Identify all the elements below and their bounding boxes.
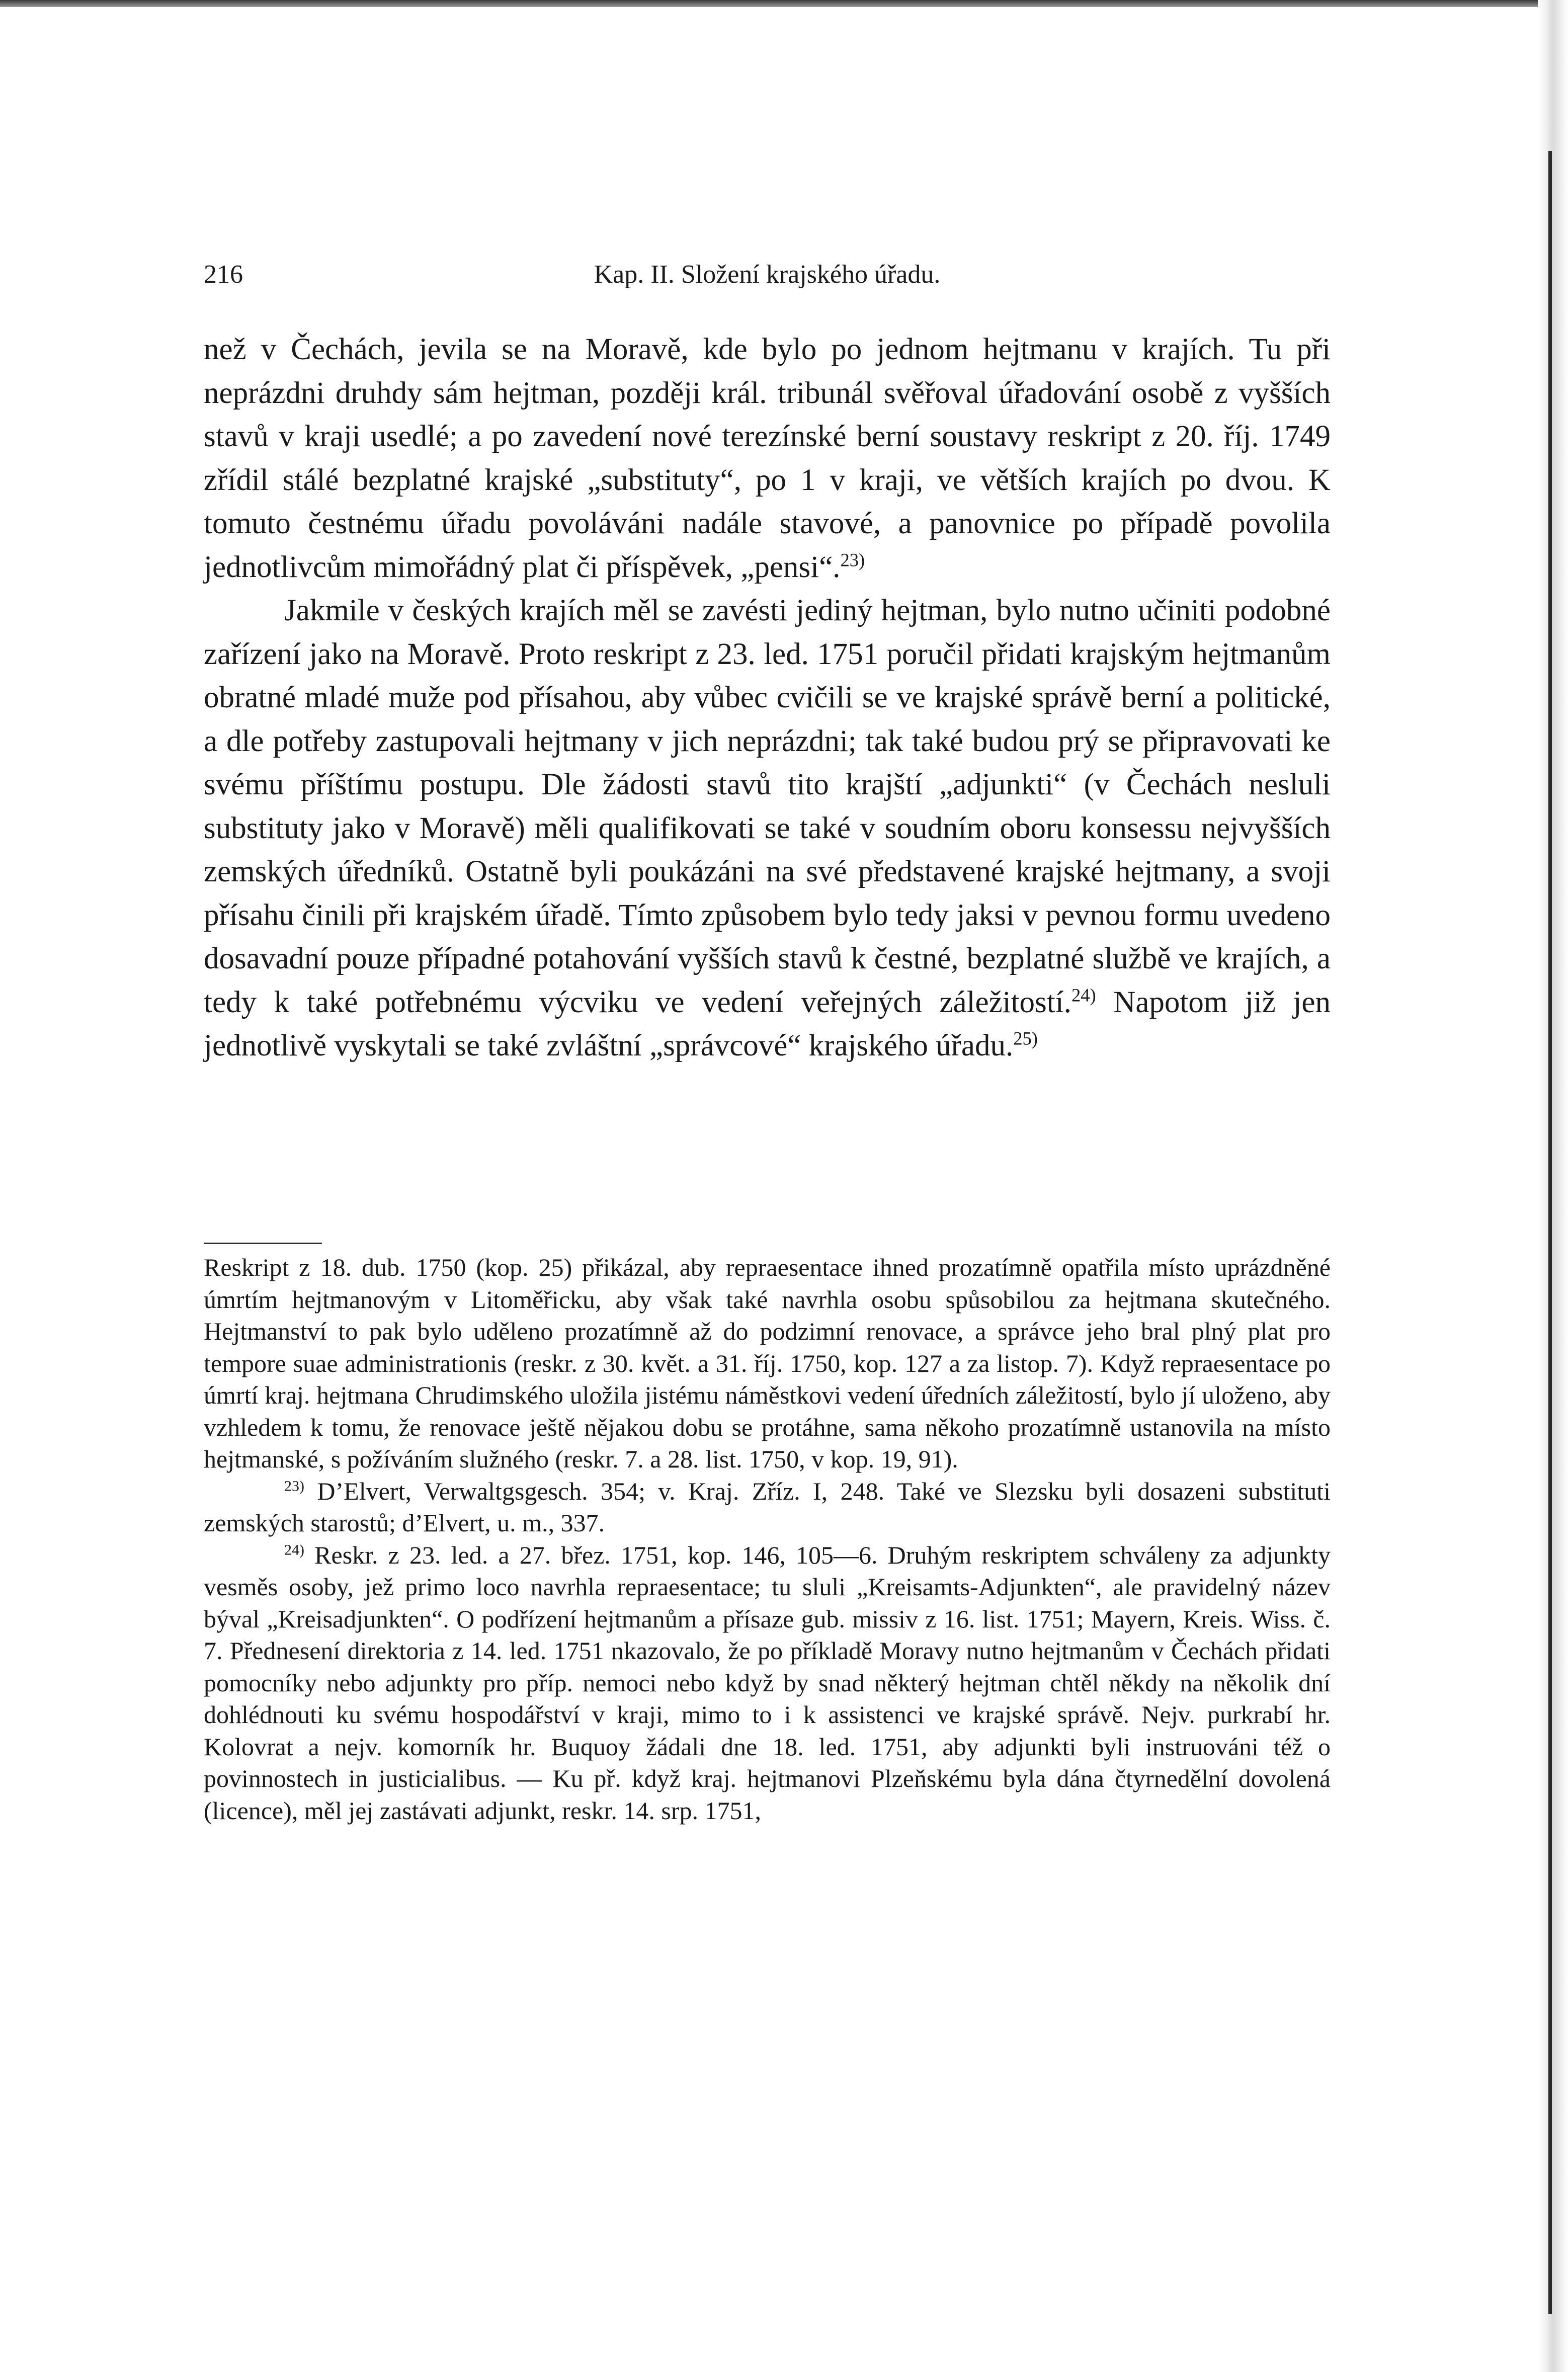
footnote-marker: 24) xyxy=(284,1541,304,1558)
paragraph-text: Jakmile v českých krajích měl se zavésti jediný hejtman, bylo nutno učiniti podobné zařízení jako na Moravě. Proto reskript z 23. led. 1751 poručil přidati krajským hejtmanům obratné mladé muže pod přísahou, aby vůbec cvičili se ve krajské správě berní a politické, a dle potřeby zastupovali hejtmany v jich neprázdni; tak také budou prý se připravovati ke svému příštímu postupu. Dle žádosti stavů tito krajští „adjunkti“ (v Čechách nesluli substituty jako v Moravě) měli qualifikovati se také v soudním oboru konsessu nejvyšších zemských úředníků. Ostatně byli poukázáni na své představené krajské hejtmany, a svoji přísahu činili při krajském úřadě. Tímto způsobem bylo tedy jaksi v pevnou formu uvedeno dosavadní pouze případné potahování vyšších stavů k čestné, bezplatné službě ve krajích, a tedy k také potřebnému výcviku ve vedení veřejných záležitostí. xyxy=(204,594,1331,1019)
body-text xyxy=(204,328,1331,1068)
page-number: 216 xyxy=(204,260,243,289)
footnote-divider xyxy=(204,1243,322,1244)
footnote-marker: 23) xyxy=(284,1477,304,1494)
scan-border-right xyxy=(1538,0,1568,2372)
footnote-ref: 23) xyxy=(840,549,865,570)
paragraph xyxy=(204,589,1331,1068)
footnote-ref: 25) xyxy=(1013,1028,1038,1049)
footnote-text: D’Elvert, Verwaltgsgesch. 354; v. Kraj. Zříz. I, 248. Také ve Slezsku byli dosazeni substituti zemských starostů; d’Elvert, u. m., 337. xyxy=(204,1477,1331,1537)
scan-edge-line xyxy=(1548,151,1552,2314)
chapter-title: Kap. II. Složení krajského úřadu. xyxy=(594,260,941,289)
paragraph-text: Napotom již jen jednotlivě vyskytali se také zvláštní „správcové“ krajského úřadu. xyxy=(204,985,1331,1062)
footnote-ref: 24) xyxy=(1071,985,1096,1006)
running-head xyxy=(204,260,1331,300)
paragraph-text: než v Čechách, jevila se na Moravě, kde bylo po jednom hejtmanu v krajích. Tu při neprázdni druhdy sám hejtman, později král. tribunál svěřoval úřadování osobě z vyšších stavů v kraji usedlé; a po zavedení nové terezínské berní soustavy reskript z 20. říj. 1749 zřídil stálé bezplatné krajské „substituty“, po 1 v kraji, ve větších krajích po dvou. K tomuto čestnému úřadu povoláváni nadále stavové, a panovnice po případě povolila jednotlivcům mimořádný plat či příspěvek, „pensi“. xyxy=(204,333,1331,584)
paragraph xyxy=(204,328,1331,589)
footnote-continued: Reskript z 18. dub. 1750 (kop. 25) přikázal, aby repraesentace ihned prozatímně opatřila místo uprázdněné úmrtím hejtmanovým v Litoměřicku, aby však také navrhla osobu spůsobilou za hejtmana skutečného. Hejtmanství to pak bylo uděleno prozatímně až do podzimní renovace, a správce jeho bral plný plat pro tempore suae administrationis (reskr. z 30. květ. a 31. říj. 1750, kop. 127 a za listop. 7). Když repraesentace po úmrtí kraj. hejtmana Chrudimského uložila jistému náměstkovi vedení úředních záležitostí, bylo jí uloženo, aby vzhledem k tomu, že renovace ještě nějakou dobu se protáhne, sama někoho prozatímně ustanovila na místo hejtmanské, s požíváním služného (reskr. 7. a 28. list. 1750, v kop. 19, 91). xyxy=(204,1253,1331,1473)
footnote-23 xyxy=(204,1476,1331,1539)
scan-border-top xyxy=(0,0,1568,7)
footnote-24 xyxy=(204,1539,1331,1827)
footnote-text: Reskr. z 23. led. a 27. břez. 1751, kop. 146, 105—6. Druhým reskriptem schváleny za adjunkty vesměs osoby, jež primo loco navrhla repraesentace; tu sluli „Kreisamts-Adjunkten“, ale pravidelný název býval „Kreisadjunkten“. O podřízení hejtmanům a přísaze gub. missiv z 16. list. 1751; Mayern, Kreis. Wiss. č. 7. Přednesení direktoria z 14. led. 1751 nkazovalo, že po příkladě Moravy nutno hejtmanům v Čechách přidati pomocníky nebo adjunkty pro příp. nemoci nebo když by snad některý hejtman chtěl někdy na několik dní dohlédnouti ku svému hospodářství v kraji, mimo to i k assistenci ve krajské správě. Nejv. purkrabí hr. Kolovrat a nejv. komorník hr. Buquoy žádali dne 18. led. 1751, aby adjunkti byli instruováni též o povinnostech in justicialibus. — Ku př. když kraj. hejtmanovi Plzeňskému byla dána čtyrnedělní dovolená (licence), měl jej zastávati adjunkt, reskr. 14. srp. 1751, xyxy=(204,1540,1331,1825)
footnotes xyxy=(204,1252,1331,1827)
